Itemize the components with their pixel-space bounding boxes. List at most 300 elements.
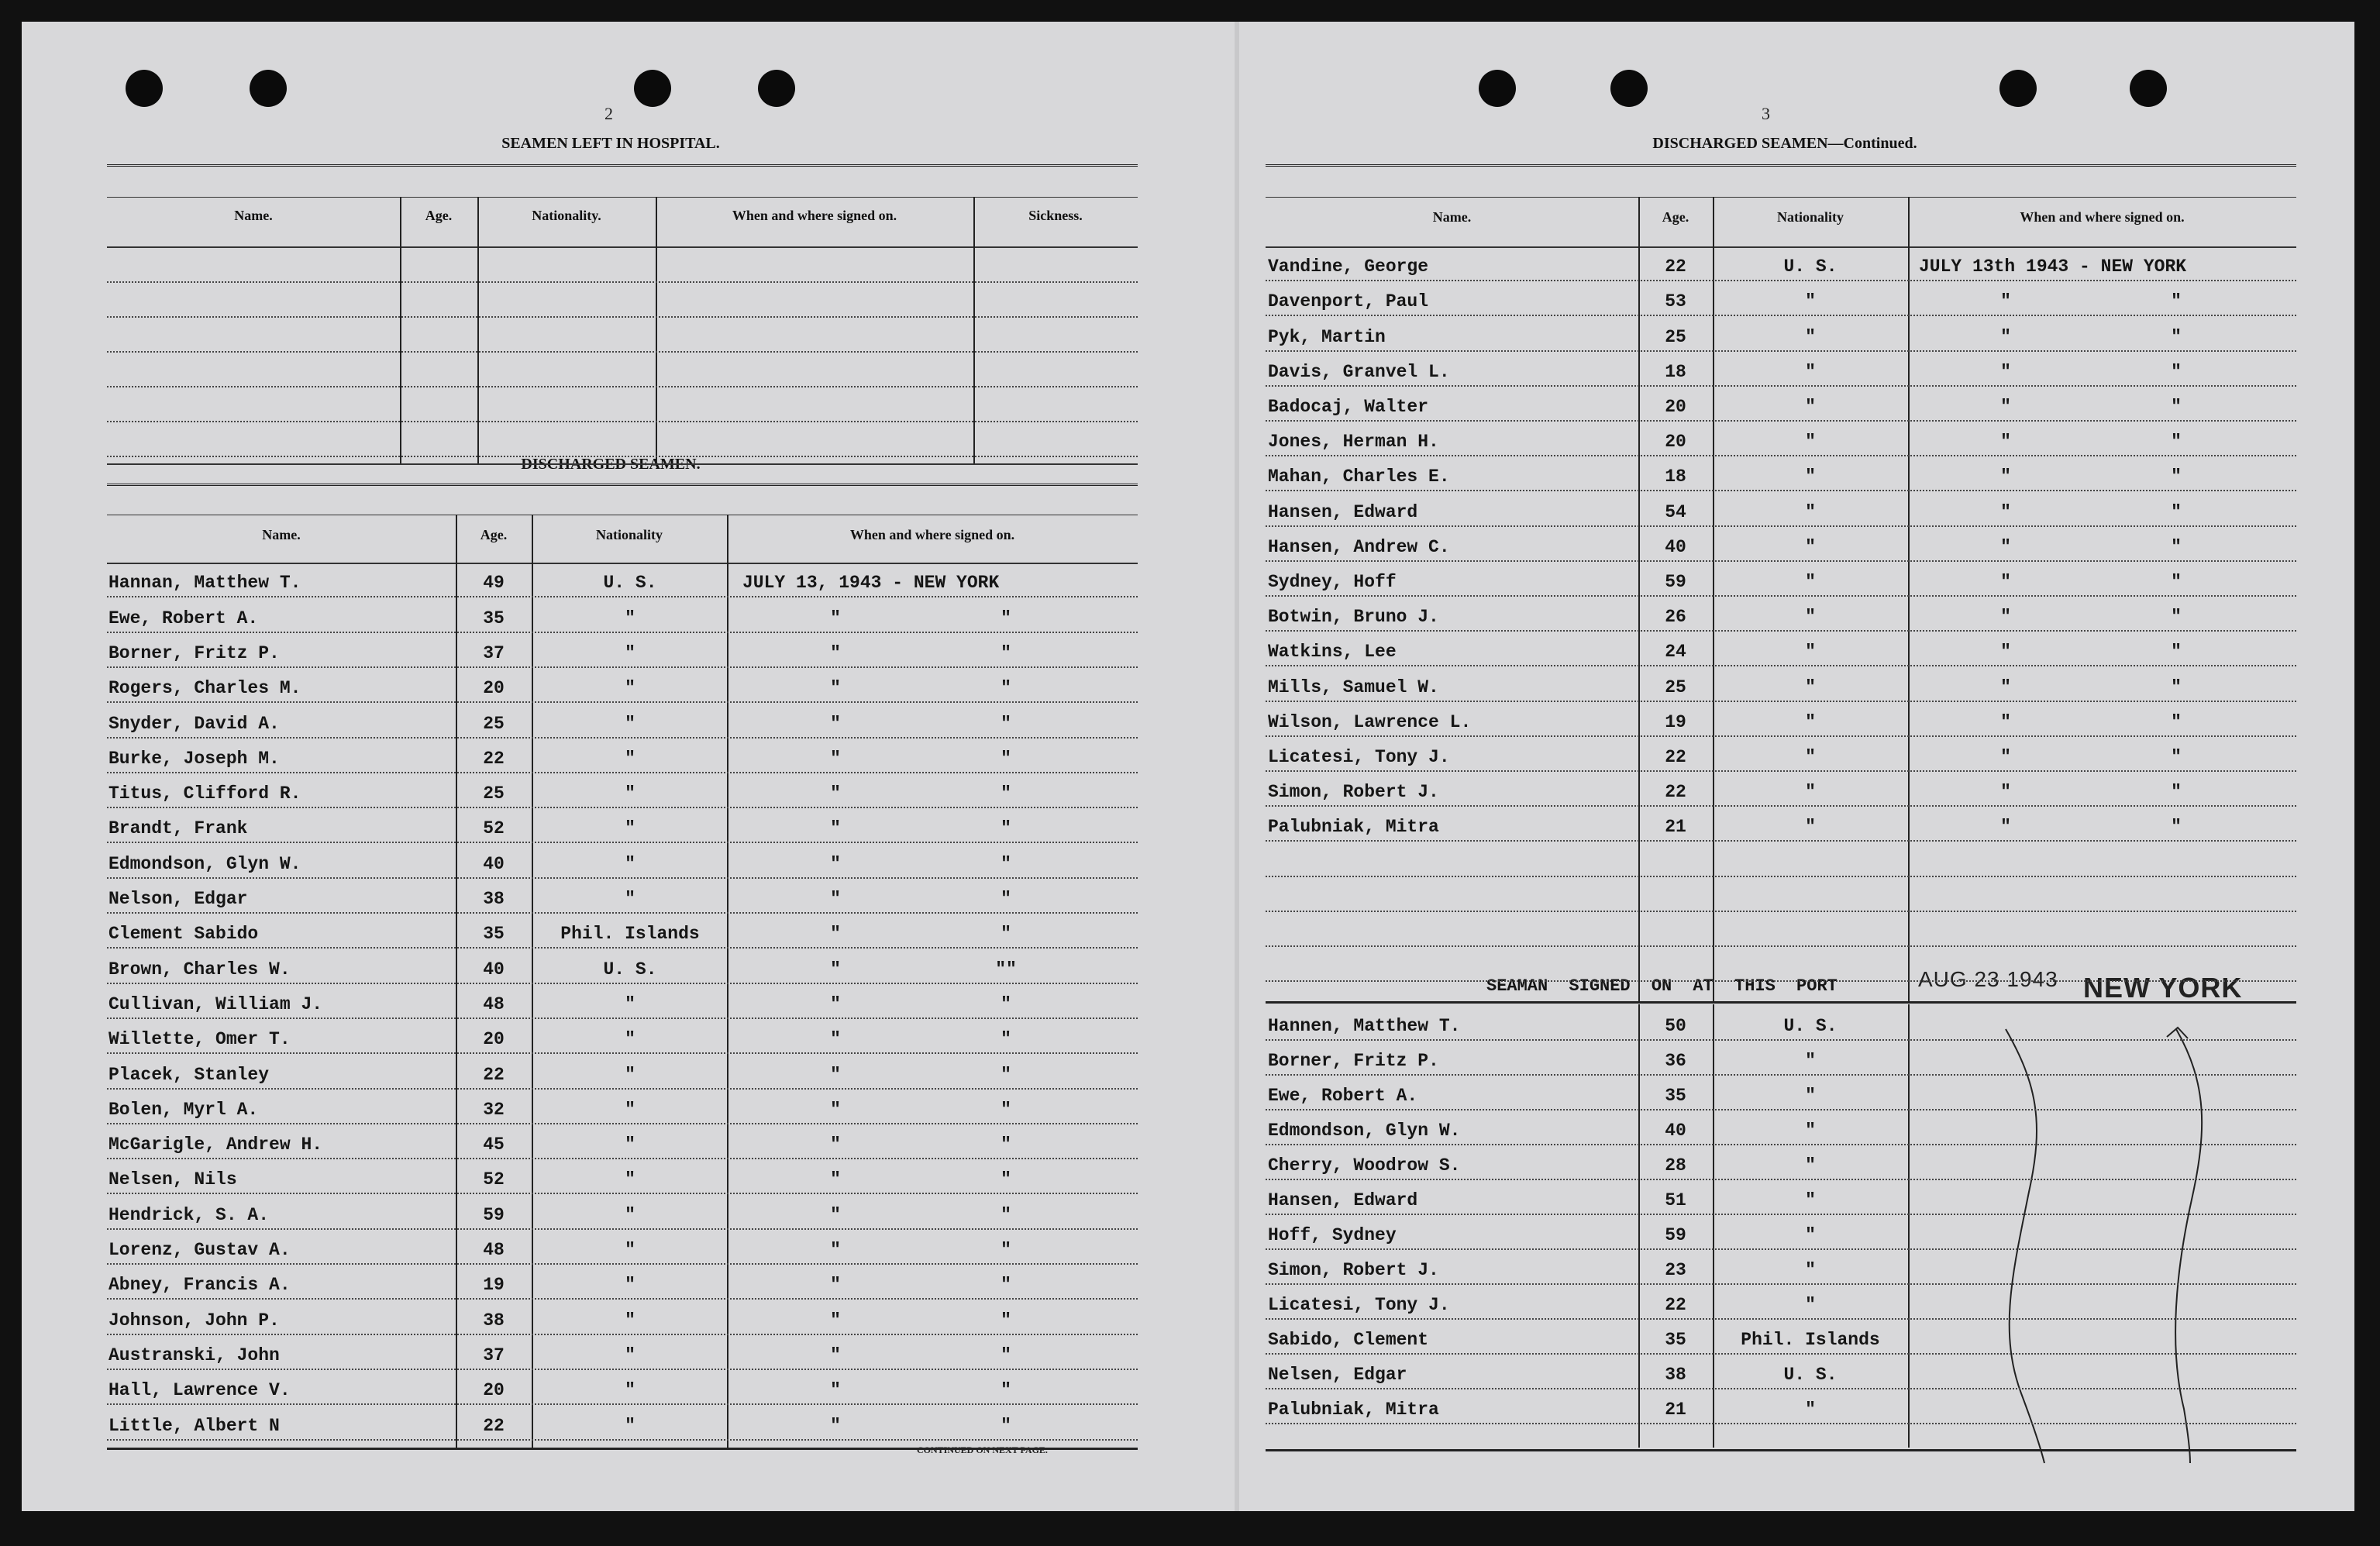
column-divider <box>1713 1004 1714 1448</box>
signed-on-place: " <box>1001 1135 1011 1155</box>
column-header: When and where signed on. <box>2020 209 2185 225</box>
seaman-age: 37 <box>483 642 505 663</box>
seaman-age: 35 <box>483 924 505 945</box>
seaman-nationality: " <box>1805 1225 1816 1245</box>
row-line <box>1266 630 2296 632</box>
seaman-name: Botwin, Bruno J. <box>1268 607 1439 628</box>
seaman-nationality: " <box>625 1380 635 1401</box>
seaman-age: 35 <box>1665 1330 1686 1350</box>
row-line <box>1266 1353 2296 1355</box>
seaman-nationality: " <box>1805 536 1816 557</box>
seaman-name: Cherry, Woodrow S. <box>1268 1155 1461 1176</box>
row-line <box>1266 945 2296 947</box>
signed-on-date: " <box>830 608 841 628</box>
seaman-age: 59 <box>1665 572 1686 592</box>
seaman-name: Borner, Fritz P. <box>108 642 280 663</box>
signed-on-place: " <box>2171 361 2182 382</box>
seaman-nationality: " <box>1805 1086 1816 1106</box>
signed-on-place: " <box>1001 924 1011 945</box>
column-header: Nationality. <box>532 208 601 223</box>
seaman-name: Rogers, Charles M. <box>108 678 301 699</box>
seaman-name: Badocaj, Walter <box>1268 397 1429 417</box>
seaman-nationality: " <box>625 1169 635 1190</box>
row-line <box>1266 1283 2296 1285</box>
seaman-nationality: " <box>625 1135 635 1155</box>
row-line <box>1266 1388 2296 1389</box>
signed-on-place: " <box>1001 608 1011 628</box>
seaman-name: McGarigle, Andrew H. <box>108 1135 323 1155</box>
seaman-name: Edmondson, Glyn W. <box>108 853 301 874</box>
page-number-left: 2 <box>604 104 613 123</box>
seaman-nationality: " <box>1805 1155 1816 1176</box>
seaman-nationality: Phil. Islands <box>1741 1330 1880 1350</box>
seaman-name: Davis, Granvel L. <box>1268 361 1450 382</box>
seaman-name: Abney, Francis A. <box>108 1275 291 1296</box>
signed-on-place: " <box>1001 783 1011 804</box>
seaman-age: 22 <box>1665 1295 1686 1315</box>
seaman-age: 48 <box>483 993 505 1014</box>
signed-on-date: " <box>830 748 841 769</box>
rule <box>107 484 1138 488</box>
signed-on-date: " <box>830 853 841 874</box>
column-header: Name. <box>234 208 273 223</box>
seaman-name: Simon, Robert J. <box>1268 1260 1439 1280</box>
column-header: When and where signed on. <box>732 208 897 223</box>
signed-on-date: " <box>830 1380 841 1401</box>
signed-on-place: " <box>2171 747 2182 767</box>
seaman-name: Bolen, Myrl A. <box>108 1099 259 1120</box>
seaman-age: 19 <box>1665 711 1686 732</box>
seaman-name: Palubniak, Mitra <box>1268 817 1439 838</box>
seaman-name: Nelsen, Nils <box>108 1169 237 1190</box>
signed-on-date: " <box>830 642 841 663</box>
seaman-age: 40 <box>483 959 505 980</box>
page-number-right: 3 <box>1762 104 1770 123</box>
seaman-name: Placek, Stanley <box>108 1064 270 1085</box>
seaman-name: Sabido, Clement <box>1268 1330 1429 1350</box>
row-line <box>1266 1144 2296 1145</box>
punch-hole <box>250 70 287 107</box>
seaman-age: 25 <box>483 783 505 804</box>
seaman-age: 32 <box>483 1099 505 1120</box>
signed-on-place: " <box>1001 993 1011 1014</box>
column-header: Name. <box>1432 209 1472 225</box>
row-line <box>1266 1423 2296 1424</box>
signed-on-place: " <box>2171 291 2182 312</box>
table-rule <box>107 463 1138 465</box>
punch-hole <box>758 70 795 107</box>
seaman-nationality: " <box>1805 1190 1816 1210</box>
seaman-age: 54 <box>1665 501 1686 522</box>
rule <box>107 164 1138 169</box>
seaman-nationality: " <box>625 642 635 663</box>
row-line <box>107 1052 1138 1054</box>
seaman-nationality: " <box>625 1204 635 1225</box>
seaman-nationality: " <box>1805 291 1816 312</box>
discharged-continued-title: DISCHARGED SEAMEN—Continued. <box>1652 135 1917 152</box>
row-line <box>107 912 1138 914</box>
row-line <box>107 1439 1138 1441</box>
signed-on-date: " <box>830 924 841 945</box>
signed-on-place: " <box>1001 642 1011 663</box>
seaman-age: 40 <box>1665 1121 1686 1141</box>
seaman-nationality: " <box>625 993 635 1014</box>
row-line <box>1266 701 2296 702</box>
column-header: Age. <box>1662 209 1689 225</box>
seaman-name: Licatesi, Tony J. <box>1268 747 1450 767</box>
seaman-name: Sydney, Hoff <box>1268 572 1397 592</box>
signed-on-date: " <box>2000 291 2011 312</box>
row-line <box>1266 595 2296 597</box>
seaman-nationality: " <box>625 1240 635 1260</box>
row-line <box>1266 525 2296 527</box>
seaman-nationality: " <box>625 713 635 734</box>
row-line <box>1266 911 2296 912</box>
signed-on-place: " <box>2171 397 2182 417</box>
seaman-name: Nelsen, Edgar <box>1268 1365 1407 1385</box>
seaman-name: Brown, Charles W. <box>108 959 291 980</box>
signed-on-date: " <box>830 959 841 980</box>
seaman-age: 38 <box>1665 1365 1686 1385</box>
row-line <box>107 701 1138 703</box>
signed-on-place: " <box>1001 1275 1011 1296</box>
signed-on-place: " <box>1001 889 1011 909</box>
signed-on-place: " <box>2171 817 2182 838</box>
row-line <box>107 1263 1138 1265</box>
column-divider <box>1908 197 1910 1001</box>
row-line <box>107 351 1138 353</box>
continued-note: CONTINUED ON NEXT PAGE. <box>917 1444 1048 1455</box>
table-rule <box>107 197 1138 198</box>
signed-on-place: " <box>2171 677 2182 697</box>
signed-on-place: " <box>1001 713 1011 734</box>
row-line <box>107 421 1138 422</box>
seaman-nationality: " <box>1805 467 1816 487</box>
signed-on-place: " <box>1001 853 1011 874</box>
row-line <box>1266 980 2296 982</box>
signed-on-date: " <box>830 783 841 804</box>
column-header: Nationality <box>595 527 663 542</box>
row-line <box>1266 1109 2296 1110</box>
row-line <box>1266 1248 2296 1250</box>
seaman-age: 28 <box>1665 1155 1686 1176</box>
seaman-nationality: " <box>1805 397 1816 417</box>
row-line <box>107 842 1138 843</box>
seaman-age: 52 <box>483 1169 505 1190</box>
seaman-nationality: U. S. <box>603 959 657 980</box>
seaman-nationality: " <box>1805 642 1816 663</box>
seaman-age: 22 <box>1665 257 1686 277</box>
seaman-age: 38 <box>483 1310 505 1331</box>
column-divider <box>1638 197 1640 1001</box>
seaman-age: 52 <box>483 818 505 839</box>
row-line <box>107 947 1138 949</box>
signed-on-place: " <box>2171 711 2182 732</box>
seaman-nationality: U. S. <box>603 573 657 594</box>
seaman-nationality: " <box>1805 747 1816 767</box>
seaman-nationality: " <box>625 748 635 769</box>
column-divider <box>727 515 728 1448</box>
seaman-nationality: " <box>625 783 635 804</box>
seaman-name: Snyder, David A. <box>108 713 280 734</box>
signed-on-date: " <box>830 1029 841 1050</box>
seaman-age: 20 <box>483 1029 505 1050</box>
signed-on-date: " <box>2000 677 2011 697</box>
signed-on-place: " <box>1001 1380 1011 1401</box>
row-line <box>107 386 1138 387</box>
row-line <box>1266 420 2296 422</box>
seaman-name: Palubniak, Mitra <box>1268 1400 1439 1420</box>
row-line <box>1266 315 2296 316</box>
signed-on-place: " <box>1001 818 1011 839</box>
row-line <box>1266 1179 2296 1180</box>
seaman-nationality: " <box>625 1029 635 1050</box>
signed-on-date: " <box>830 818 841 839</box>
seaman-nationality: U. S. <box>1783 257 1838 277</box>
signed-on-date: " <box>2000 747 2011 767</box>
seaman-age: 40 <box>483 853 505 874</box>
seaman-name: Mahan, Charles E. <box>1268 467 1450 487</box>
table-bottom-rule <box>107 1448 1138 1450</box>
signed-on-place: " <box>1001 1029 1011 1050</box>
seaman-age: 22 <box>483 1415 505 1436</box>
column-divider <box>656 197 657 463</box>
hospital-section-title: SEAMEN LEFT IN HOSPITAL. <box>501 135 720 152</box>
row-line <box>1266 1039 2296 1041</box>
table-rule <box>1266 197 2296 198</box>
column-header: Name. <box>262 527 301 542</box>
signed-on-date: " <box>2000 782 2011 803</box>
signed-on-date: " <box>830 993 841 1014</box>
row-line <box>1266 770 2296 772</box>
row-line <box>107 1088 1138 1090</box>
seaman-name: Austranski, John <box>108 1345 280 1365</box>
seaman-name: Hansen, Edward <box>1268 501 1418 522</box>
column-header: Age. <box>425 208 453 223</box>
seaman-name: Borner, Fritz P. <box>1268 1051 1439 1071</box>
seaman-nationality: " <box>1805 677 1816 697</box>
signed-on-date: " <box>830 1310 841 1331</box>
seaman-nationality: " <box>1805 607 1816 628</box>
seaman-age: 22 <box>483 748 505 769</box>
place-stamp: NEW YORK <box>2083 972 2243 1004</box>
signed-on-date: " <box>2000 711 2011 732</box>
signed-on-date: JULY 13th 1943 - NEW YORK <box>1919 257 2187 277</box>
seaman-nationality: " <box>625 853 635 874</box>
seaman-name: Nelson, Edgar <box>108 889 248 909</box>
seaman-age: 48 <box>483 1240 505 1260</box>
discharged-section-title: DISCHARGED SEAMEN. <box>521 456 701 473</box>
row-line <box>1266 490 2296 491</box>
seaman-name: Hansen, Andrew C. <box>1268 536 1450 557</box>
signed-on-date: " <box>2000 817 2011 838</box>
signed-on-place: " <box>1001 1345 1011 1365</box>
seaman-nationality: " <box>1805 432 1816 453</box>
signed-on-date: " <box>830 1099 841 1120</box>
punch-hole <box>1999 70 2037 107</box>
seaman-nationality: " <box>1805 782 1816 803</box>
signed-on-date: " <box>2000 432 2011 453</box>
signed-on-place: " <box>1001 678 1011 699</box>
seaman-name: Simon, Robert J. <box>1268 782 1439 803</box>
signed-on-date: " <box>2000 361 2011 382</box>
seaman-name: Brandt, Frank <box>108 818 248 839</box>
seaman-nationality: " <box>625 1415 635 1436</box>
rule <box>1266 164 2296 169</box>
seaman-name: Mills, Samuel W. <box>1268 677 1439 697</box>
document-sheet <box>22 22 2354 1511</box>
column-header: Age. <box>480 527 508 542</box>
row-line <box>1266 876 2296 877</box>
row-line <box>107 1369 1138 1370</box>
seaman-age: 23 <box>1665 1260 1686 1280</box>
seaman-age: 20 <box>483 1380 505 1401</box>
row-line <box>107 456 1138 457</box>
signed-on-place: " <box>1001 1204 1011 1225</box>
column-divider <box>400 197 401 463</box>
seaman-nationality: " <box>1805 326 1816 347</box>
signed-on-date: " <box>830 1415 841 1436</box>
seaman-age: 38 <box>483 889 505 909</box>
signed-on-place: " <box>2171 432 2182 453</box>
seaman-nationality: " <box>625 1275 635 1296</box>
seaman-name: Licatesi, Tony J. <box>1268 1295 1450 1315</box>
page-fold <box>1235 22 1239 1511</box>
seaman-age: 37 <box>483 1345 505 1365</box>
signed-on-date: " <box>830 1275 841 1296</box>
seaman-nationality: " <box>1805 1400 1816 1420</box>
seaman-nationality: " <box>1805 361 1816 382</box>
row-line <box>1266 385 2296 387</box>
seaman-name: Burke, Joseph M. <box>108 748 280 769</box>
signed-on-date: " <box>830 1169 841 1190</box>
seaman-age: 25 <box>1665 326 1686 347</box>
signed-on-date: " <box>2000 397 2011 417</box>
row-line <box>1266 560 2296 562</box>
row-line <box>107 1228 1138 1230</box>
seaman-name: Hannan, Matthew T. <box>108 573 301 594</box>
signed-on-place: " <box>2171 642 2182 663</box>
seaman-nationality: U. S. <box>1783 1365 1838 1385</box>
seaman-name: Wilson, Lawrence L. <box>1268 711 1472 732</box>
seaman-nationality: " <box>625 1099 635 1120</box>
seaman-age: 49 <box>483 573 505 594</box>
signed-on-place: " <box>2171 467 2182 487</box>
signed-on-place: " <box>1001 1099 1011 1120</box>
seaman-nationality: Phil. Islands <box>560 924 700 945</box>
seaman-name: Ewe, Robert A. <box>108 608 259 628</box>
punch-hole <box>2130 70 2167 107</box>
row-line <box>1266 350 2296 352</box>
row-line <box>107 772 1138 773</box>
signed-on-heading: SEAMAN SIGNED ON AT THIS PORT <box>1486 976 1838 996</box>
seaman-age: 21 <box>1665 1400 1686 1420</box>
row-line <box>107 596 1138 597</box>
seaman-age: 50 <box>1665 1016 1686 1036</box>
signed-on-date: " <box>830 713 841 734</box>
seaman-nationality: " <box>625 1064 635 1085</box>
seaman-age: 45 <box>483 1135 505 1155</box>
seaman-age: 25 <box>1665 677 1686 697</box>
seaman-age: 53 <box>1665 291 1686 312</box>
table-rule <box>1266 246 2296 248</box>
column-header: When and where signed on. <box>849 527 1015 542</box>
seaman-name: Hoff, Sydney <box>1268 1225 1397 1245</box>
column-divider <box>477 197 479 463</box>
signed-on-place: " <box>1001 748 1011 769</box>
signed-on-place: " <box>1001 1415 1011 1436</box>
seaman-age: 20 <box>1665 432 1686 453</box>
column-header: Sickness. <box>1028 208 1083 223</box>
seaman-nationality: " <box>1805 817 1816 838</box>
table-rule <box>107 246 1138 248</box>
signed-on-date: " <box>2000 536 2011 557</box>
seaman-name: Hannen, Matthew T. <box>1268 1016 1461 1036</box>
seaman-nationality: " <box>625 1310 635 1331</box>
seaman-name: Hansen, Edward <box>1268 1190 1418 1210</box>
seaman-name: Little, Albert N <box>108 1415 280 1436</box>
seaman-name: Ewe, Robert A. <box>1268 1086 1418 1106</box>
signed-on-date: " <box>2000 467 2011 487</box>
seaman-name: Jones, Herman H. <box>1268 432 1439 453</box>
punch-hole <box>126 70 163 107</box>
row-line <box>107 1403 1138 1405</box>
seaman-name: Davenport, Paul <box>1268 291 1429 312</box>
row-line <box>107 281 1138 283</box>
seaman-nationality: " <box>625 608 635 628</box>
seaman-name: Johnson, John P. <box>108 1310 280 1331</box>
signed-on-date: " <box>830 1204 841 1225</box>
row-line <box>1266 1074 2296 1076</box>
signed-on-date: " <box>830 1135 841 1155</box>
signed-on-place: " <box>1001 1169 1011 1190</box>
handwritten-ditto-marks <box>1975 1021 2223 1471</box>
seaman-nationality: " <box>625 818 635 839</box>
punch-hole <box>1610 70 1648 107</box>
signed-on-place: " <box>1001 1240 1011 1260</box>
signed-on-date: " <box>2000 642 2011 663</box>
table-rule <box>107 563 1138 564</box>
seaman-age: 22 <box>1665 747 1686 767</box>
seaman-age: 22 <box>483 1064 505 1085</box>
row-line <box>107 1298 1138 1300</box>
seaman-nationality: " <box>1805 1121 1816 1141</box>
seaman-name: Edmondson, Glyn W. <box>1268 1121 1461 1141</box>
signed-on-place: " <box>2171 326 2182 347</box>
seaman-name: Titus, Clifford R. <box>108 783 301 804</box>
signed-on-date: " <box>830 678 841 699</box>
seaman-age: 35 <box>483 608 505 628</box>
row-line <box>1266 280 2296 281</box>
signed-on-place: "" <box>995 959 1017 980</box>
seaman-nationality: U. S. <box>1783 1016 1838 1036</box>
seaman-name: Pyk, Martin <box>1268 326 1386 347</box>
row-line <box>107 1158 1138 1159</box>
seaman-nationality: " <box>625 889 635 909</box>
seaman-name: Vandine, George <box>1268 257 1429 277</box>
seaman-age: 22 <box>1665 782 1686 803</box>
seaman-age: 19 <box>483 1275 505 1296</box>
row-line <box>1266 1318 2296 1320</box>
seaman-name: Cullivan, William J. <box>108 993 323 1014</box>
signed-on-place: " <box>2171 572 2182 592</box>
row-line <box>107 737 1138 739</box>
signed-on-date: " <box>2000 572 2011 592</box>
signed-on-place: " <box>2171 607 2182 628</box>
column-divider <box>532 515 533 1448</box>
seaman-name: Willette, Omer T. <box>108 1029 291 1050</box>
date-stamp: AUG 23 1943 <box>1918 967 2058 991</box>
